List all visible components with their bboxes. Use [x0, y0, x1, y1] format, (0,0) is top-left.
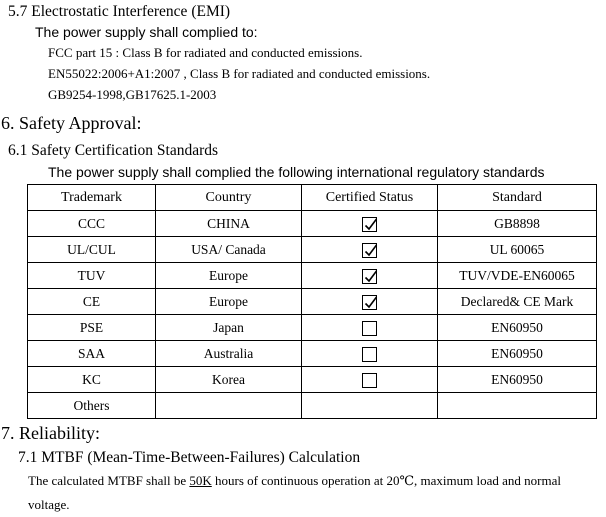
section-7-1-heading: 7.1 MTBF (Mean-Time-Between-Failures) Calculation	[18, 449, 361, 466]
table-row	[28, 315, 597, 341]
cell-certified-status	[302, 263, 438, 289]
table-row	[28, 263, 597, 289]
cell-trademark: PSE	[28, 315, 156, 341]
emi-item-en55022: EN55022:2006+A1:2007 , Class B for radiated and conducted emissions.	[48, 66, 431, 81]
emi-item-gb: GB9254-1998,GB17625.1-2003	[48, 87, 217, 102]
cell-certified-status	[302, 289, 438, 315]
header-standard: Standard	[438, 185, 597, 211]
cell-certified-status	[302, 393, 438, 419]
cell-certified-status	[302, 315, 438, 341]
cell-country: CHINA	[156, 211, 302, 237]
emi-item-fcc: FCC part 15 : Class B for radiated and conducted emissions.	[48, 45, 363, 60]
checked-checkbox-icon	[362, 269, 377, 284]
cell-standard: EN60950	[438, 367, 597, 393]
cell-standard: Declared& CE Mark	[438, 289, 597, 315]
mtbf-value: 50K	[189, 473, 212, 488]
mtbf-text-after: hours of continuous operation at 20℃, maximum load and normal	[211, 473, 561, 488]
cell-country: Australia	[156, 341, 302, 367]
cell-country: Korea	[156, 367, 302, 393]
checked-checkbox-icon	[362, 295, 377, 310]
section-6-heading: 6. Safety Approval:	[1, 113, 142, 133]
cell-standard: TUV/VDE-EN60065	[438, 263, 597, 289]
cell-trademark: CE	[28, 289, 156, 315]
checked-checkbox-icon	[362, 243, 377, 258]
section-5-7-heading: 5.7 Electrostatic Interference (EMI)	[8, 3, 231, 20]
cell-standard: UL 60065	[438, 237, 597, 263]
cell-trademark: SAA	[28, 341, 156, 367]
table-header-row	[28, 185, 597, 211]
table-row	[28, 367, 597, 393]
cell-standard: EN60950	[438, 315, 597, 341]
table-row	[28, 289, 597, 315]
cell-standard	[438, 393, 597, 419]
header-certified-status: Certified Status	[302, 185, 438, 211]
unchecked-checkbox-icon	[362, 321, 377, 336]
unchecked-checkbox-icon	[362, 373, 377, 388]
cell-certified-status	[302, 211, 438, 237]
cell-country: Japan	[156, 315, 302, 341]
cell-country: Europe	[156, 289, 302, 315]
cell-standard: GB8898	[438, 211, 597, 237]
header-country: Country	[156, 185, 302, 211]
cell-country	[156, 393, 302, 419]
section-7-heading: 7. Reliability:	[1, 423, 100, 443]
mtbf-text-before: The calculated MTBF shall be	[28, 473, 190, 488]
cell-standard: EN60950	[438, 341, 597, 367]
section-6-1-heading: 6.1 Safety Certification Standards	[8, 142, 219, 159]
certification-table	[27, 184, 597, 419]
mtbf-statement-line2: voltage.	[28, 497, 70, 512]
table-row	[28, 341, 597, 367]
section-5-7-intro: The power supply shall complied to:	[35, 24, 258, 40]
mtbf-statement	[28, 473, 561, 489]
cell-country: Europe	[156, 263, 302, 289]
cell-certified-status	[302, 237, 438, 263]
table-row	[28, 211, 597, 237]
cell-trademark: KC	[28, 367, 156, 393]
table-row	[28, 237, 597, 263]
cell-trademark: UL/CUL	[28, 237, 156, 263]
table-row	[28, 393, 597, 419]
header-trademark: Trademark	[28, 185, 156, 211]
cell-certified-status	[302, 341, 438, 367]
unchecked-checkbox-icon	[362, 347, 377, 362]
cell-trademark: CCC	[28, 211, 156, 237]
cell-trademark: TUV	[28, 263, 156, 289]
checked-checkbox-icon	[362, 217, 377, 232]
cell-trademark: Others	[28, 393, 156, 419]
cell-country: USA/ Canada	[156, 237, 302, 263]
cell-certified-status	[302, 367, 438, 393]
section-6-1-intro: The power supply shall complied the following international regulatory standards	[48, 164, 545, 180]
